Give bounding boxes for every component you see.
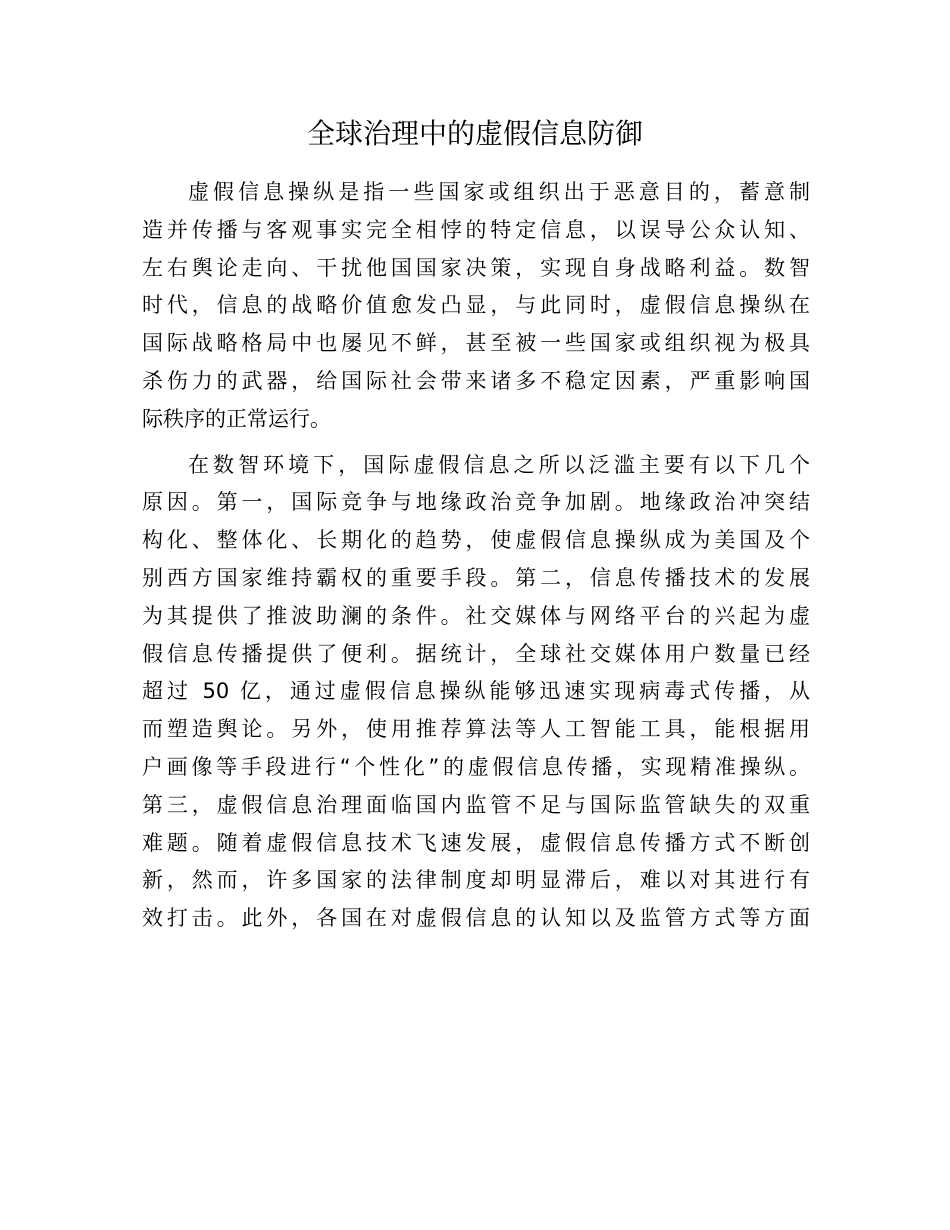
text-line: 时代，信息的战略价值愈发凸显，与此同时，虚假信息操纵在 — [142, 293, 810, 318]
text-line: 左右舆论走向、干扰他国国家决策，实现自身战略利益。数智 — [142, 255, 810, 280]
text-line: 效打击。此外，各国在对虚假信息的认知以及监管方式等方面 — [142, 906, 810, 931]
paragraph-2 — [142, 447, 810, 938]
text-line: 超过 50 亿，通过虚假信息操纵能够迅速实现病毒式传播，从 — [142, 679, 810, 704]
text-line: 原因。第一，国际竞争与地缘政治竞争加剧。地缘政治冲突结 — [142, 490, 810, 515]
text-line: 户画像等手段进行“个性化”的虚假信息传播，实现精准操纵。 — [142, 754, 810, 779]
text-line: 杀伤力的武器，给国际社会带来诸多不稳定因素，严重影响国 — [142, 368, 810, 393]
text-line: 别西方国家维持霸权的重要手段。第二，信息传播技术的发展 — [142, 565, 810, 590]
text-line: 难题。随着虚假信息技术飞速发展，虚假信息传播方式不断创 — [142, 830, 810, 855]
text-line: 际秩序的正常运行。 — [142, 406, 331, 431]
text-line: 在数智环境下，国际虚假信息之所以泛滥主要有以下几个 — [188, 452, 810, 477]
text-line: 虚假信息操纵是指一些国家或组织出于恶意目的，蓄意制 — [188, 180, 810, 204]
paragraph-1 — [142, 174, 810, 439]
text-line: 而塑造舆论。另外，使用推荐算法等人工智能工具，能根据用 — [142, 717, 810, 742]
text-line: 造并传播与客观事实完全相悖的特定信息，以误导公众认知、 — [142, 217, 810, 242]
document-title: 全球治理中的虚假信息防御 — [306, 117, 643, 150]
text-line: 假信息传播提供了便利。据统计，全球社交媒体用户数量已经 — [142, 641, 810, 666]
text-line: 为其提供了推波助澜的条件。社交媒体与网络平台的兴起为虚 — [142, 603, 810, 628]
text-line: 构化、整体化、长期化的趋势，使虚假信息操纵成为美国及个 — [142, 528, 810, 553]
document-body — [142, 174, 810, 946]
text-line: 新，然而，许多国家的法律制度却明显滞后，难以对其进行有 — [142, 868, 810, 893]
text-line: 第三，虚假信息治理面临国内监管不足与国际监管缺失的双重 — [142, 792, 810, 817]
text-line: 国际战略格局中也屡见不鲜，甚至被一些国家或组织视为极具 — [142, 331, 810, 356]
